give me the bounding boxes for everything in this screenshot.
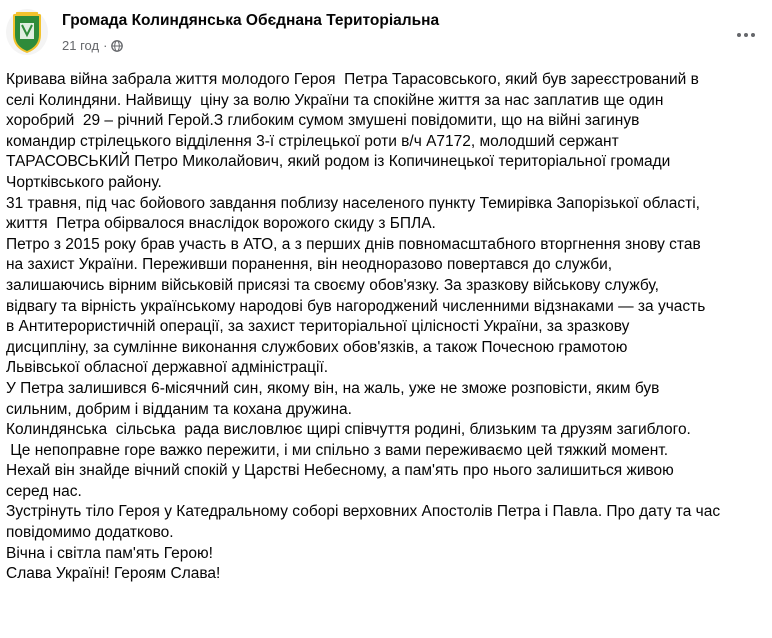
post-text-line: ТАРАСОВСЬКИЙ Петро Миколайович, який родом із Копичинецької територіальної громади — [6, 153, 671, 171]
post-text-line: на захист України. Переживши поранення, він неодноразово повертався до служби, — [6, 256, 613, 274]
post-text-line: 31 травня, під час бойового завдання поблизу населеного пункту Темирівка Запорізької області, — [6, 194, 700, 212]
post-text-line: Колиндянська сільська рада висловлює щирі співчуття родині, близьким та друзям загиблого. — [6, 421, 691, 439]
page-name-link[interactable]: Громада Колиндянська Обєднана Територіальна — [62, 12, 440, 29]
post-text-line: життя Петра обірвалося внаслідок ворожого скиду з БПЛА. — [6, 215, 436, 233]
more-options-button[interactable] — [732, 20, 760, 48]
coat-of-arms-icon — [6, 9, 48, 55]
more-horizontal-icon — [736, 25, 756, 43]
globe-icon — [111, 40, 123, 52]
post-text-line: Чортківського району. — [6, 173, 162, 191]
post-text-line: селі Колиндяни. Найвищу ціну за волю України та спокійне життя за нас заплатив ще один — [6, 91, 664, 109]
post-text-line: Кривава війна забрала життя молодого Героя Петра Тарасовського, який був зареєстрований в — [6, 71, 699, 88]
post-text-line: У Петра залишився 6-місячний син, якому він, на жаль, уже не зможе розповісти, яким був — [6, 379, 660, 397]
post-text-line: в Антитерористичній операції, за захист територіальної цілісності України, за зразкову — [6, 318, 630, 336]
post-time-link[interactable]: 21 год — [62, 38, 100, 53]
post-header — [0, 0, 772, 64]
post-text-line: Зустрінуть тіло Героя у Катедральному соборі верховних Апостолів Петра і Павла. Про дату та час — [6, 503, 721, 521]
post-text-line: Петро з 2015 року брав участь в АТО, а з перших днів повномасштабного вторгнення знову став — [6, 235, 701, 253]
post-text-line: Це непоправне горе важко пережити, і ми спільно з вами переживаємо цей тяжкий момент. — [6, 441, 669, 459]
meta-separator: · — [103, 38, 108, 53]
post-text-line: Вічна і світла пам'ять Герою! — [6, 544, 213, 562]
post-text-line: дисципліну, за сумлінне виконання службових обов'язків, а також Почесною грамотою — [6, 338, 628, 356]
post-text-line: відвагу та вірність українському народові був нагороджений численними відзнаками — за участь — [6, 297, 706, 315]
post-text-line: серед нас. — [6, 482, 82, 500]
post-text-line: Львівської обласної державної адміністрації. — [6, 359, 329, 377]
post-text-line: Слава Україні! Героям Слава! — [6, 565, 221, 583]
post-meta — [62, 38, 123, 53]
post-text-line: сильним, добрим і відданим та кохана дружина. — [6, 400, 352, 418]
post-body — [6, 70, 768, 585]
post-text-line: хоробрий 29 – річний Герой.З глибоким сумом змушені повідомити, що на війні загинув — [6, 112, 640, 130]
page-avatar[interactable] — [6, 9, 48, 55]
post-text-line: залишаючись вірним військовій присязі та своєму обов'язку. За зразкову військову службу, — [6, 276, 659, 294]
post-text-line: командир стрілецького відділення 3-ї стрілецької роти в/ч А7172, молодший сержант — [6, 132, 619, 150]
post-text-line: повідомимо додатково. — [6, 524, 174, 542]
post-text-line: Нехай він знайде вічний спокій у Царстві Небесному, а пам'ять про нього залишиться живою — [6, 462, 674, 480]
